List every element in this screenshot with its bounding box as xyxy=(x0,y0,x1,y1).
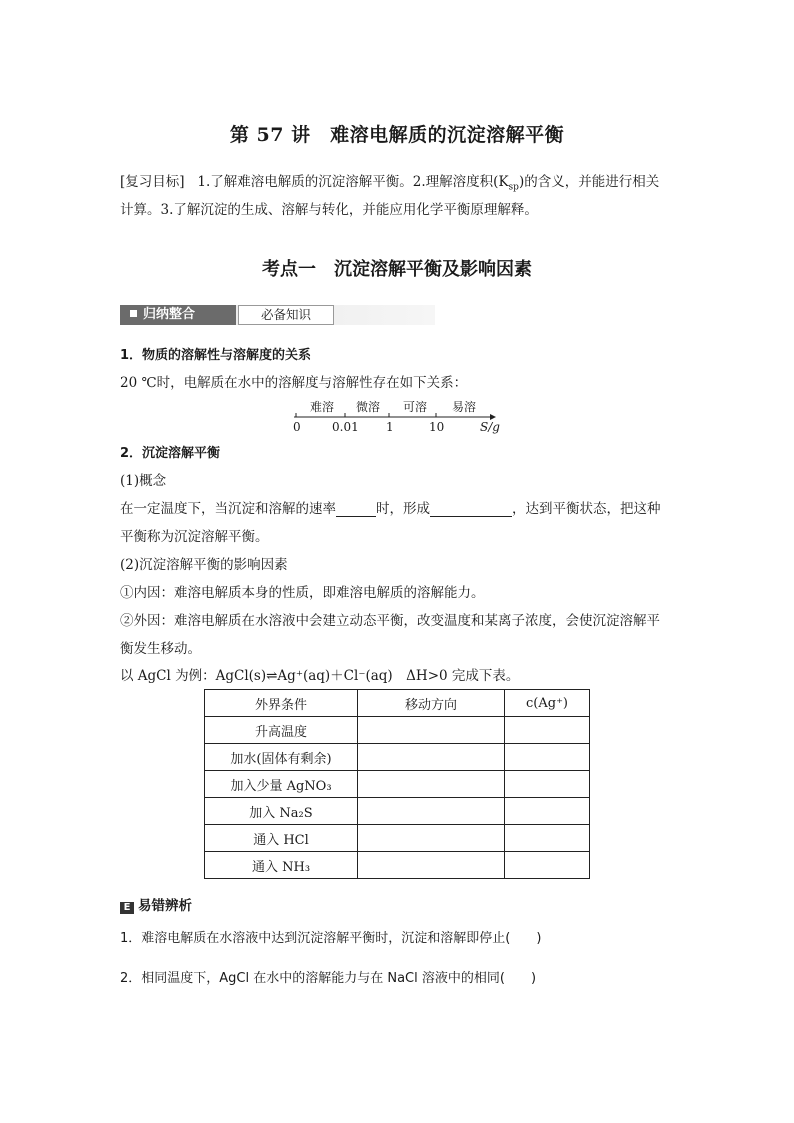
condition-cell: 通入 NH₃ xyxy=(205,852,358,879)
item2-heading: 2．沉淀溶解平衡 xyxy=(120,446,221,461)
condition-cell: 加水(固体有剩余) xyxy=(205,744,358,771)
direction-cell[interactable] xyxy=(358,771,505,798)
error-item: 1．难溶电解质在水溶液中达到沉淀溶解平衡时，沉淀和溶解即停止( ) xyxy=(120,931,542,946)
direction-cell[interactable] xyxy=(358,852,505,879)
concept-text: ，达到平衡状态，把这种 xyxy=(512,501,661,517)
scale-label: 可溶 xyxy=(403,400,428,414)
table-header: 外界条件 xyxy=(205,690,358,717)
concept-heading: (1)概念 xyxy=(120,473,167,489)
table-row xyxy=(205,717,590,744)
table-header: c(Ag⁺) xyxy=(505,690,590,717)
condition-cell: 加入 Na₂S xyxy=(205,798,358,825)
table-row xyxy=(205,744,590,771)
ksp-subscript: sp xyxy=(508,182,519,193)
condition-table xyxy=(204,689,590,879)
direction-cell[interactable] xyxy=(358,798,505,825)
lecture-title: 第 57 讲 难溶电解质的沉淀溶解平衡 xyxy=(229,124,565,146)
review-line2: 计算。3.了解沉淀的生成、溶解与转化，并能应用化学平衡原理解释。 xyxy=(120,202,538,218)
concept-line1 xyxy=(120,495,680,523)
banner-left-label: 归纳整合 xyxy=(143,307,196,322)
error-heading-label: 易错辨析 xyxy=(138,898,192,914)
review-line1: 1.了解难溶电解质的沉淀溶解平衡。2.理解溶度积(K xyxy=(197,174,509,190)
condition-cell: 加入少量 AgNO₃ xyxy=(205,771,358,798)
factors-heading: (2)沉淀溶解平衡的影响因素 xyxy=(120,557,288,573)
direction-cell[interactable] xyxy=(358,825,505,852)
scale-number: 0.01 xyxy=(332,420,359,434)
scale-number: 10 xyxy=(429,420,445,434)
table-row xyxy=(205,771,590,798)
error-icon: E xyxy=(120,902,134,914)
section-banner xyxy=(120,305,435,325)
concentration-cell[interactable] xyxy=(505,825,590,852)
square-icon xyxy=(130,310,137,317)
table-header: 移动方向 xyxy=(358,690,505,717)
table-row xyxy=(205,852,590,879)
scale-label: 微溶 xyxy=(356,400,381,414)
section-title: 考点一 沉淀溶解平衡及影响因素 xyxy=(262,259,532,280)
concentration-cell[interactable] xyxy=(505,798,590,825)
banner-left xyxy=(120,305,236,325)
outer-factor: ②外因：难溶电解质在水溶液中会建立动态平衡，改变温度和某离子浓度，会使沉淀溶解平 xyxy=(120,613,660,629)
concept-line2: 平衡称为沉淀溶解平衡。 xyxy=(120,529,269,545)
condition-cell: 升高温度 xyxy=(205,717,358,744)
table-row xyxy=(205,825,590,852)
concentration-cell[interactable] xyxy=(505,717,590,744)
inner-factor: ①内因：难溶电解质本身的性质，即难溶电解质的溶解能力。 xyxy=(120,585,485,601)
example-line: 以 AgCl 为例：AgCl(s)⇌Ag⁺(aq)＋Cl⁻(aq) ΔH>0 完成下表。 xyxy=(120,668,520,684)
scale-number: 0 xyxy=(293,420,301,434)
scale-number: 1 xyxy=(386,420,394,434)
item1-text: 20 ℃时，电解质在水中的溶解度与溶解性存在如下关系： xyxy=(120,375,468,391)
scale-label: 易溶 xyxy=(452,400,477,414)
solubility-scale xyxy=(290,398,520,442)
concept-text: 时，形成 xyxy=(376,501,430,517)
banner-right: 必备知识 xyxy=(238,305,334,325)
error-analysis-heading xyxy=(120,894,192,914)
condition-cell: 通入 HCl xyxy=(205,825,358,852)
error-item: 2．相同温度下，AgCl 在水中的溶解能力与在 NaCl 溶液中的相同( ) xyxy=(120,971,537,986)
item1-heading: 1．物质的溶解性与溶解度的关系 xyxy=(120,348,312,363)
concept-text: 在一定温度下，当沉淀和溶解的速率 xyxy=(120,501,336,517)
outer-factor-cont: 衡发生移动。 xyxy=(120,641,201,657)
scale-label: 难溶 xyxy=(310,400,335,414)
direction-cell[interactable] xyxy=(358,744,505,771)
direction-cell[interactable] xyxy=(358,717,505,744)
table-row xyxy=(205,798,590,825)
blank-rate[interactable] xyxy=(336,500,376,517)
scale-unit: S/g xyxy=(480,420,500,434)
table-header-row xyxy=(205,690,590,717)
concentration-cell[interactable] xyxy=(505,744,590,771)
blank-solution[interactable] xyxy=(430,500,512,517)
concentration-cell[interactable] xyxy=(505,771,590,798)
concentration-cell[interactable] xyxy=(505,852,590,879)
review-line1-end: )的含义，并能进行相关 xyxy=(518,174,660,190)
review-tag: [复习目标] xyxy=(120,174,185,190)
scale-axis xyxy=(290,412,500,422)
